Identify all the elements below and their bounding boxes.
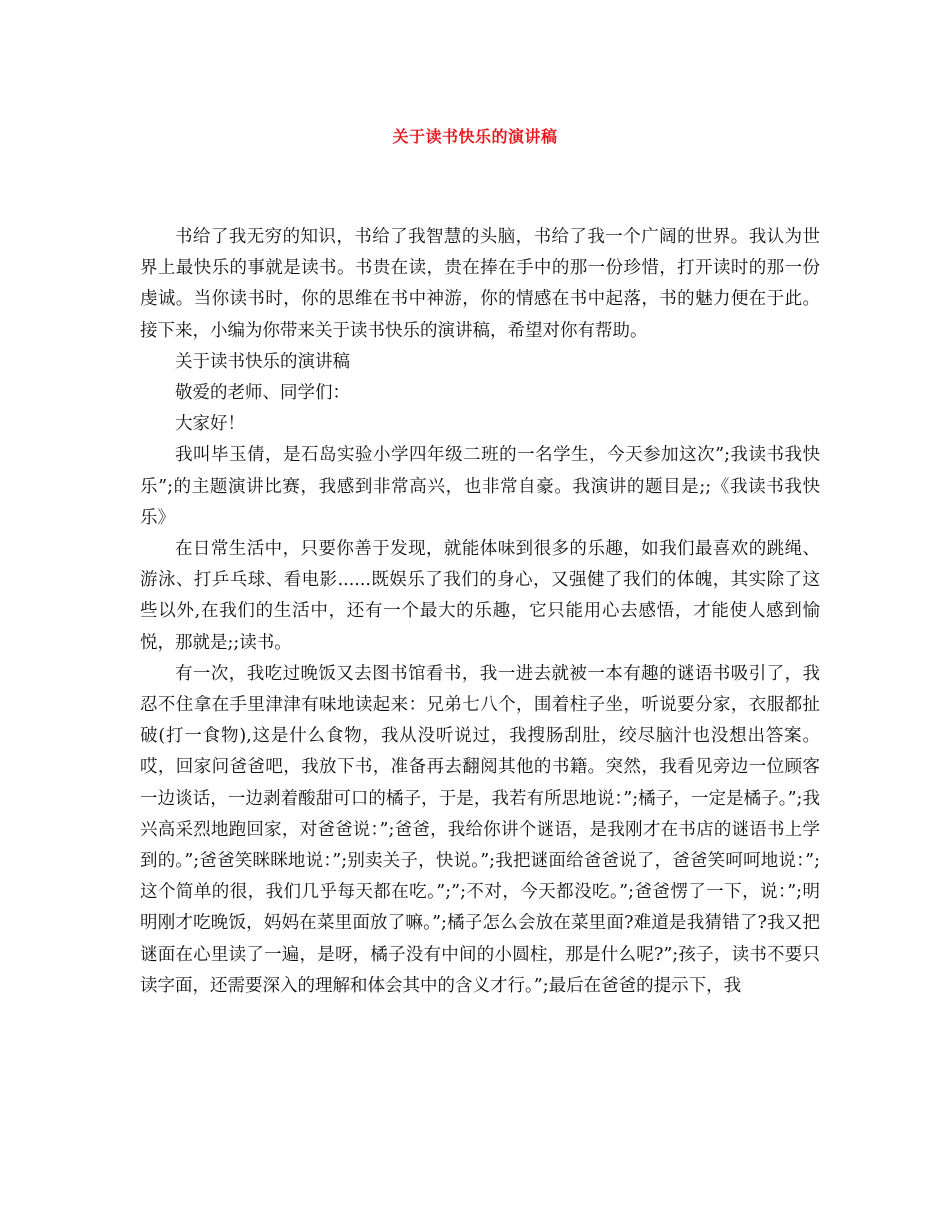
paragraph-riddle-story: 有一次，我吃过晚饭又去图书馆看书，我一进去就被一本有趣的谜语书吸引了，我忍不住拿在手里津津有味地读起来：兄弟七八个，围着柱子坐，听说要分家，衣服都扯破(打一食物),这是什么食物，我从没听说过，我搜肠刮肚，绞尽脑汁也没想出答案。哎，回家问爸爸吧，我放下书，准备再去翻阅其他的书籍。突然，我看见旁边一位顾客一边谈话，一边剥着酸甜可口的橘子，于是，我若有所思地说：”;橘子，一定是橘子。”;我兴高采烈地跑回家，对爸爸说：”;爸爸，我给你讲个谜语，是我刚才在书店的谜语书上学到的。”;爸爸笑眯眯地说：”;别卖关子，快说。”;我把谜面给爸爸说了，爸爸笑呵呵地说：”;这个简单的很，我们几乎每天都在吃。”;”;不对，今天都没吃。”;爸爸愣了一下，说：”;明明刚才吃晚饭，妈妈在菜里面放了嘛。”;橘子怎么会放在菜里面?难道是我猜错了?我又把谜面在心里读了一遍，是呀，橘子没有中间的小圆柱，那是什么呢?”;孩子，读书不要只读字面，还需要深入的理解和体会其中的含义才行。”;最后在爸爸的提示下，我 — [140, 663, 820, 996]
paragraph-intro: 书给了我无穷的知识，书给了我智慧的头脑，书给了我一个广阔的世界。我认为世界上最快乐的事就是读书。书贵在读，贵在捧在手中的那一份珍惜，打开读时的那一份虔诚。当你读书时，你的思维在书中神游，你的情感在书中起落，书的魅力便在于此。接下来，小编为你带来关于读书快乐的演讲稿，希望对你有帮助。 — [140, 227, 820, 341]
paragraph-self-introduction: 我叫毕玉倩，是石岛实验小学四年级二班的一名学生，今天参加这次”;我读书我快乐”;的主题演讲比赛，我感到非常高兴，也非常自豪。我演讲的题目是;;《我读书我快乐》 — [140, 445, 820, 528]
paragraph-salutation: 敬爱的老师、同学们： — [175, 383, 350, 404]
document-body — [140, 222, 820, 1002]
paragraph-greeting: 大家好！ — [175, 414, 245, 435]
paragraph-daily-life: 在日常生活中，只要你善于发现，就能体味到很多的乐趣，如我们最喜欢的跳绳、游泳、打乒乓球、看电影......既娱乐了我们的身心，又强健了我们的体魄，其实除了这些以外,在我们的生活中，还有一个最大的乐趣，它只能用心去感悟，才能使人感到愉悦，那就是;;读书。 — [140, 539, 820, 653]
document-title: 关于读书快乐的演讲稿 — [392, 127, 558, 146]
paragraph-heading: 关于读书快乐的演讲稿 — [175, 351, 350, 372]
